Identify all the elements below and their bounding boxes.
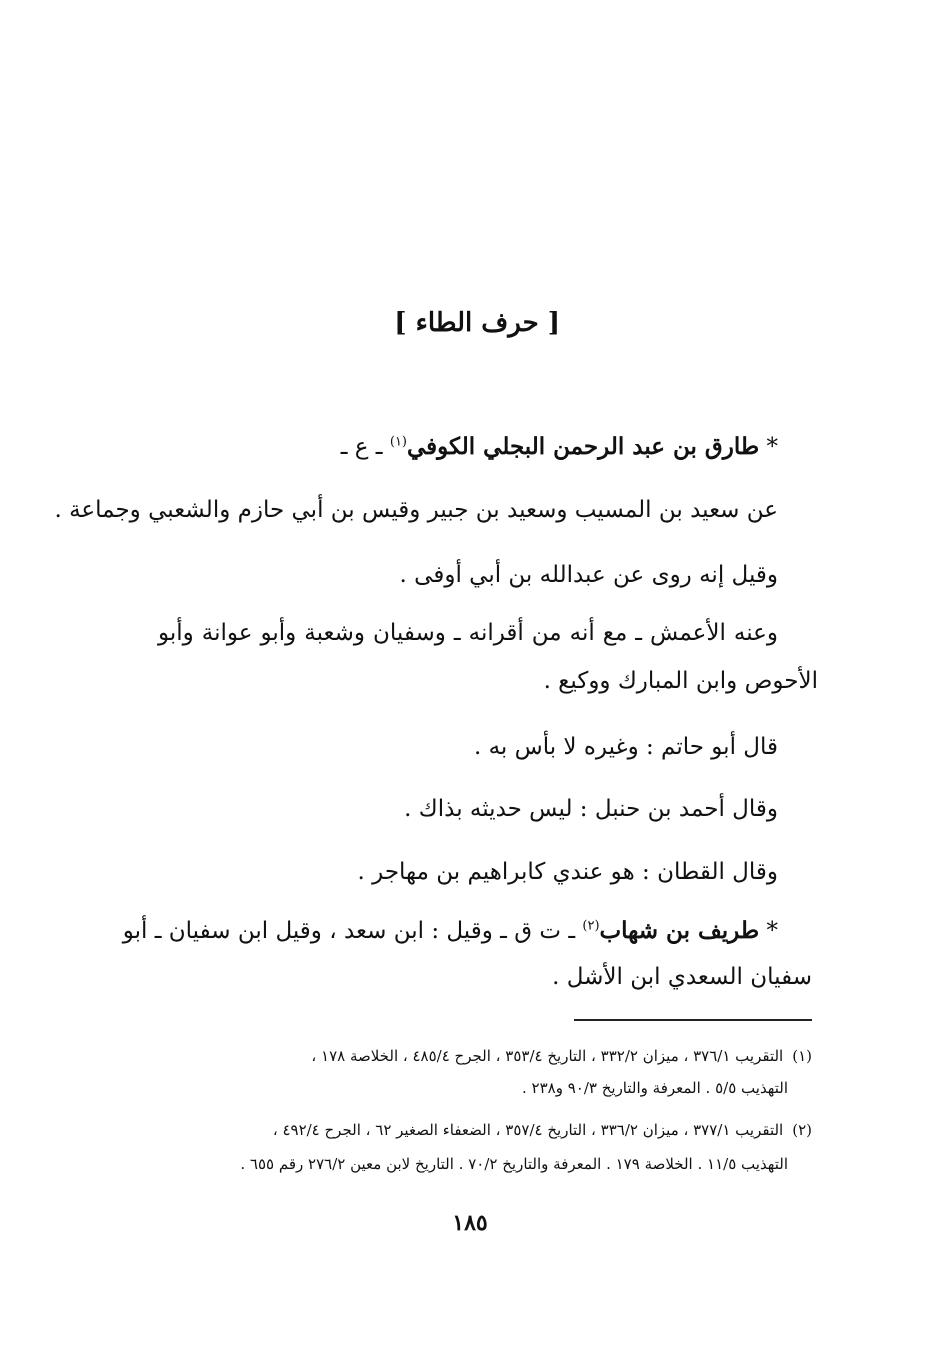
page-number: ١٨٥ (452, 1210, 488, 1236)
entry-1-line-2: وقيل إنه روى عن عبدالله بن أبي أوفى . (399, 562, 778, 588)
entry-1-line-3: وعنه الأعمش ـ مع أنه من أقرانه ـ وسفيان وشعبة وأبو عوانة وأبو (158, 620, 778, 646)
footnote-1-number: (١) (792, 1047, 812, 1065)
footnote-2 (126, 1118, 812, 1142)
entry-1-line-1: عن سعيد بن المسيب وسعيد بن جبير وقيس بن أبي حازم والشعبي وجماعة . (54, 497, 778, 523)
entry-2-bullet: * (766, 918, 778, 944)
entry-1-line-5: قال أبو حاتم : وغيره لا بأس به . (473, 734, 778, 760)
footnote-2-number: (٢) (792, 1121, 812, 1139)
entry-2-name: طريف بن شهاب (599, 917, 760, 944)
chapter-heading: [ حرف الطاء ] (394, 308, 560, 338)
entry-2-title (122, 914, 778, 948)
footnote-divider (574, 1019, 812, 1021)
entry-2-tail: ـ ت ق ـ وقيل : ابن سعد ، وقيل ابن سفيان ـ أبو (122, 918, 583, 944)
entry-2-line-1: سفيان السعدي ابن الأشل . (552, 964, 812, 990)
footnote-2-line-2: التهذيب ١١/٥ . الخلاصة ١٧٩ . المعرفة والتاريخ ٧٠/٢ . التاريخ لابن معين ٢٧٦/٢ رقم ٦٥٥ . (240, 1155, 788, 1173)
entry-1-line-6: وقال أحمد بن حنبل : ليس حديثه بذاك . (404, 796, 778, 822)
footnote-1-line-2: التهذيب ٥/٥ . المعرفة والتاريخ ٩٠/٣ و٢٣٨ . (521, 1079, 788, 1097)
footnote-1 (126, 1044, 812, 1068)
footnote-1-line-1: التقريب ٣٧٦/١ ، ميزان ٣٣٢/٢ ، التاريخ ٣٥٣/٤ ، الجرح ٤٨٥/٤ ، الخلاصة ١٧٨ ، (311, 1047, 784, 1065)
entry-1-title (341, 430, 778, 464)
entry-1-name: طارق بن عبد الرحمن البجلي الكوفي (407, 433, 760, 460)
entry-1-tail: ـ ع ـ (340, 434, 390, 460)
entry-1-line-4: الأحوص وابن المبارك ووكيع . (543, 668, 818, 694)
entry-1-footnote-ref[interactable]: (١) (389, 434, 407, 450)
entry-1-line-7: وقال القطان : هو عندي كابراهيم بن مهاجر . (357, 859, 778, 885)
entry-2-footnote-ref[interactable]: (٢) (582, 918, 600, 934)
footnote-2-line-1: التقريب ٣٧٧/١ ، ميزان ٣٣٦/٢ ، التاريخ ٣٥٧/٤ ، الضعفاء الصغير ٦٢ ، الجرح ٤٩٢/٤ ، (272, 1121, 784, 1139)
entry-1-bullet: * (766, 434, 778, 460)
